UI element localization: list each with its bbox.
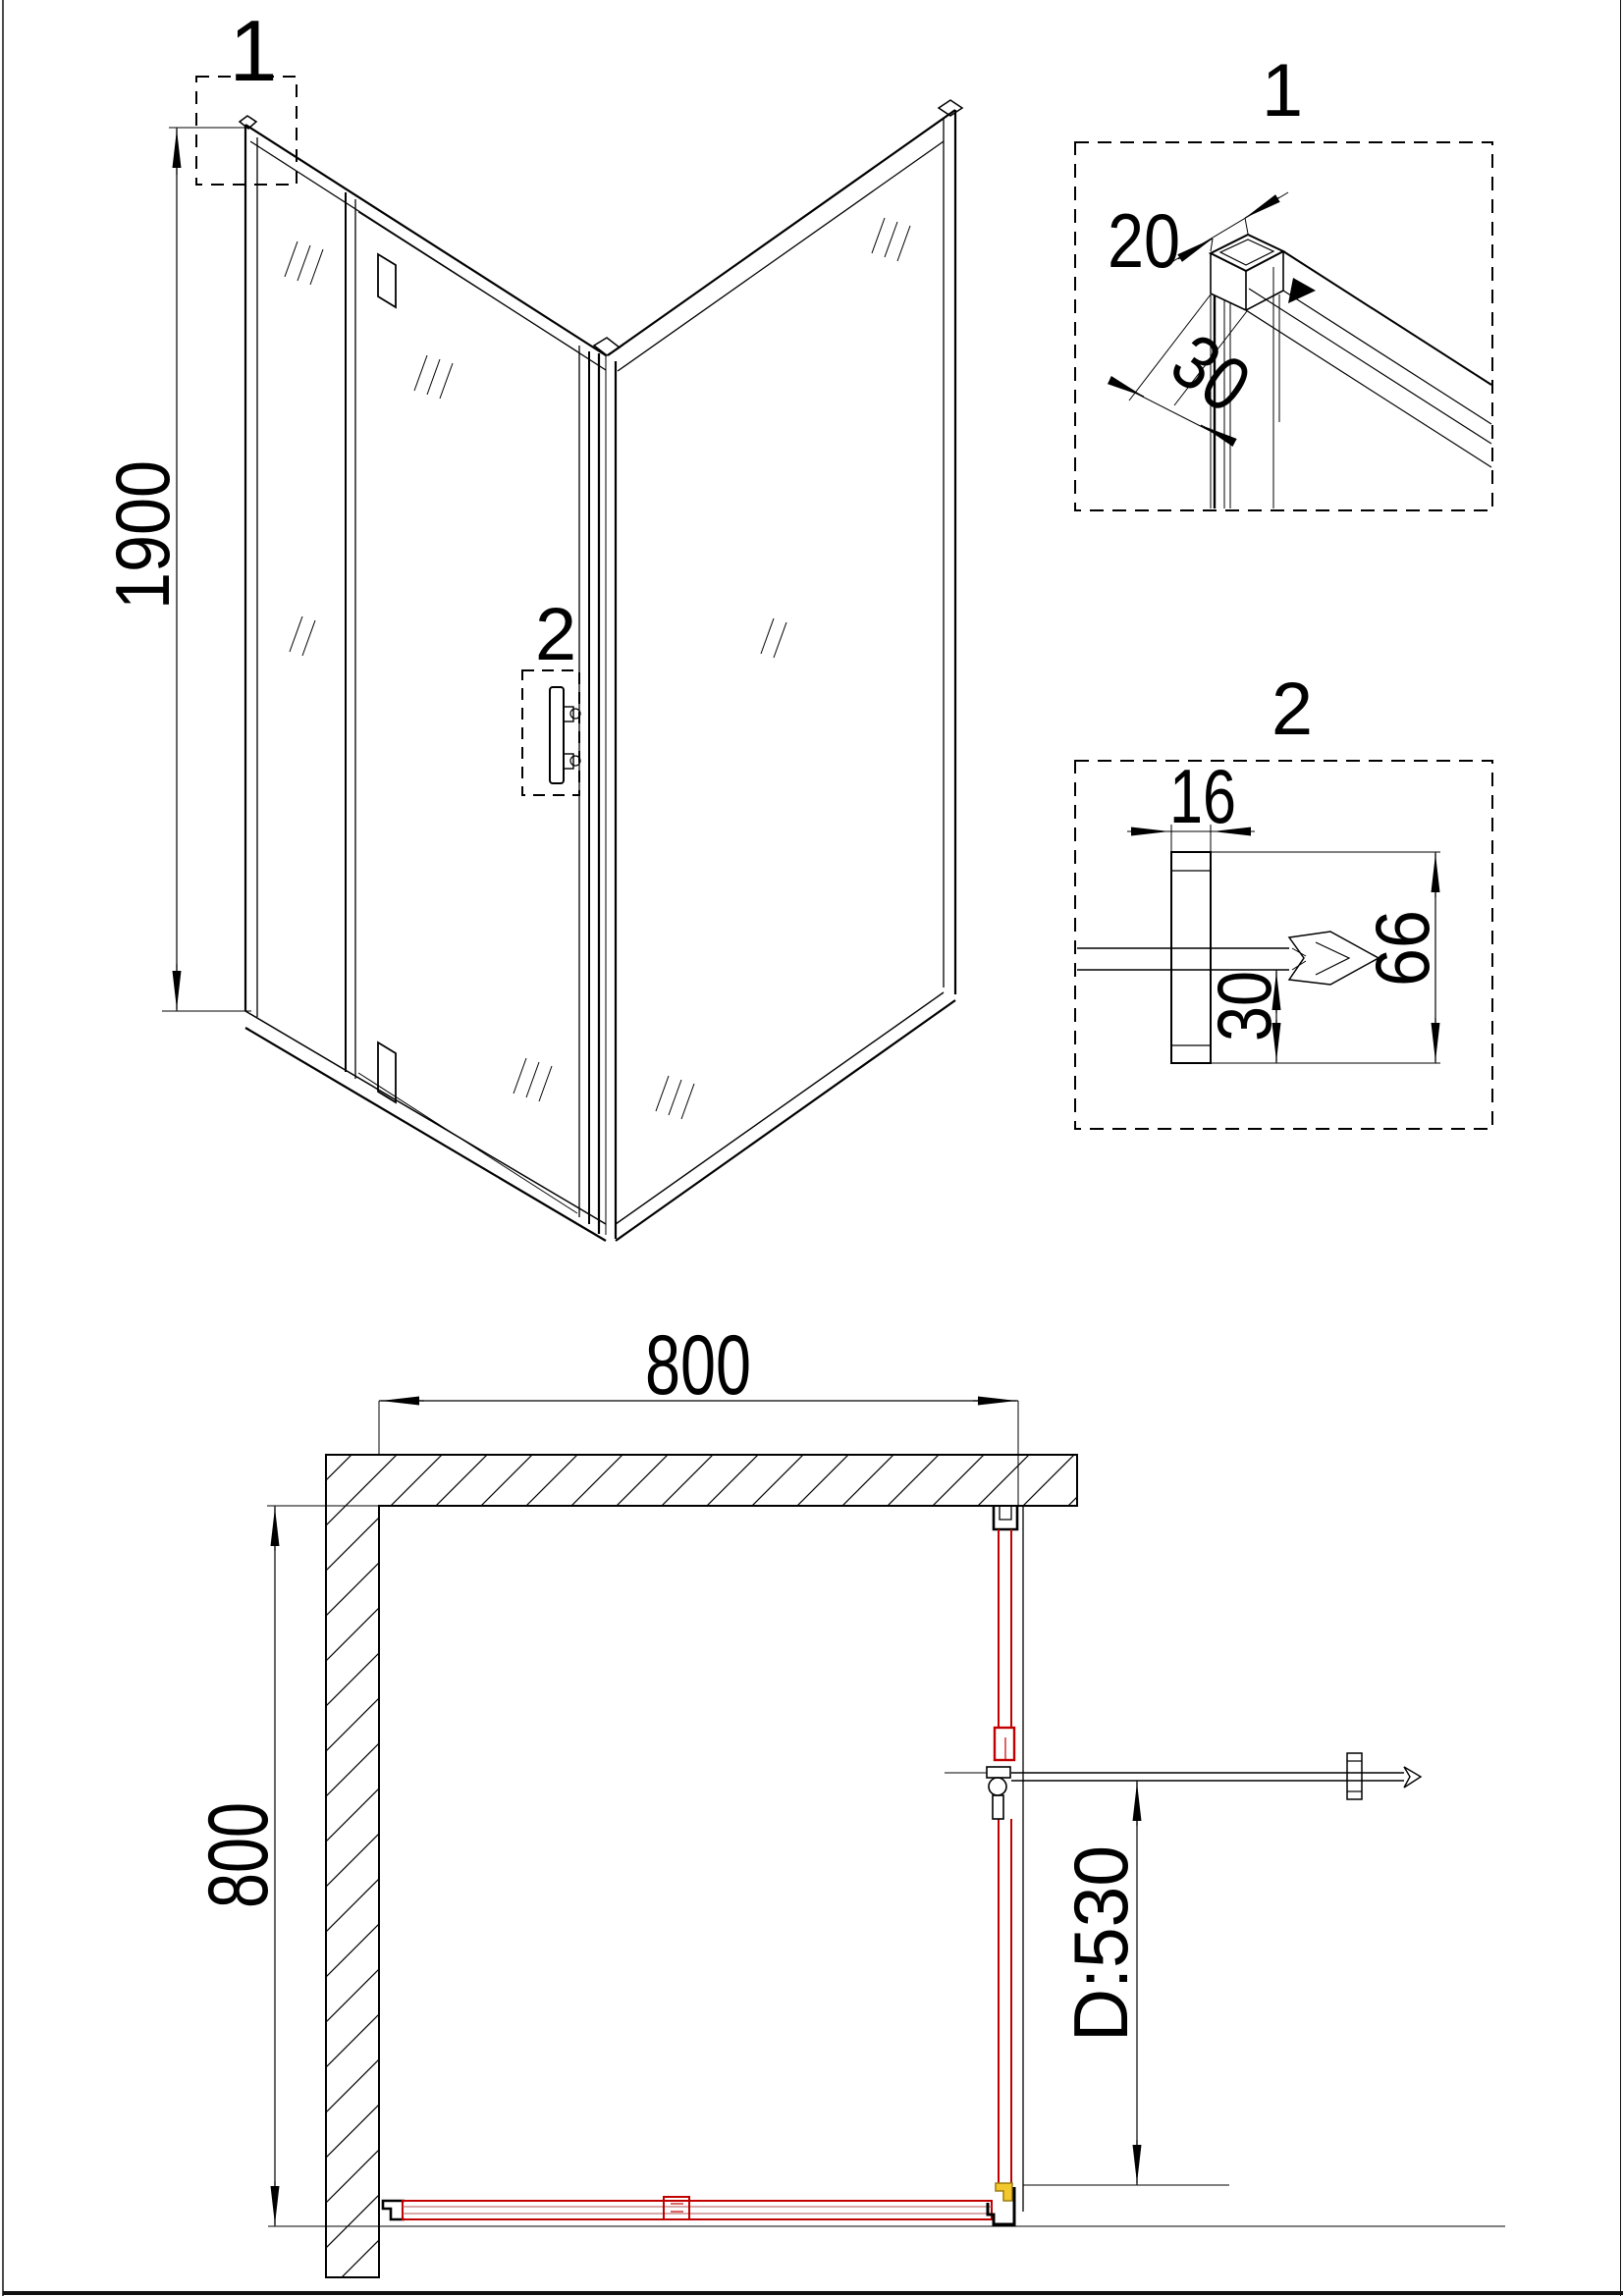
callout-boxes <box>196 77 579 795</box>
corner-post-cap <box>594 338 620 355</box>
bottom-rail-left-bracket <box>383 2201 405 2219</box>
door-bottom-pivot <box>378 1042 396 1102</box>
door-pivot-hardware <box>945 1767 1010 1819</box>
glass-reflection-marks <box>285 218 910 1119</box>
walls-hatched <box>326 1455 1077 2277</box>
open-door-magnet-tip <box>1404 1767 1421 1788</box>
isometric-view <box>240 100 962 1241</box>
detail-2-dim-66: 66 <box>1359 901 1445 987</box>
bottom-rail-red <box>403 2201 992 2219</box>
iso-callout-1: 1 <box>229 2 278 99</box>
plan-wall-profile <box>994 1506 1017 1529</box>
door-closed-red <box>995 1529 1014 2184</box>
door-open-plan <box>1011 1753 1421 1799</box>
dim-height-label: 1900 <box>99 439 186 610</box>
detail-1-label: 1 <box>1261 49 1304 133</box>
corner-connector-yellow <box>996 2183 1012 2201</box>
door-top-pivot <box>378 254 396 307</box>
door-handle <box>550 687 580 783</box>
detail-1-dim-30: 30 <box>1156 316 1276 437</box>
door-connector-red <box>995 1728 1014 1760</box>
detail-2-dim-16: 16 <box>1169 753 1236 839</box>
bottom-rail <box>383 2183 1014 2224</box>
plan-dim-depth-label: 800 <box>191 1767 286 1908</box>
plan-dim-width-label: 800 <box>645 1318 751 1413</box>
detail-2-label: 2 <box>1271 667 1314 751</box>
seal-arrow <box>1288 278 1316 303</box>
plan-dim-door-label: D:530 <box>1057 1837 1144 2042</box>
plan-view <box>267 1401 1505 2277</box>
iso-callout-2: 2 <box>534 593 577 676</box>
detail-2-dim-30: 30 <box>1201 956 1287 1041</box>
open-door-handle <box>1347 1753 1362 1799</box>
detail-1-dim-20: 20 <box>1108 197 1180 284</box>
